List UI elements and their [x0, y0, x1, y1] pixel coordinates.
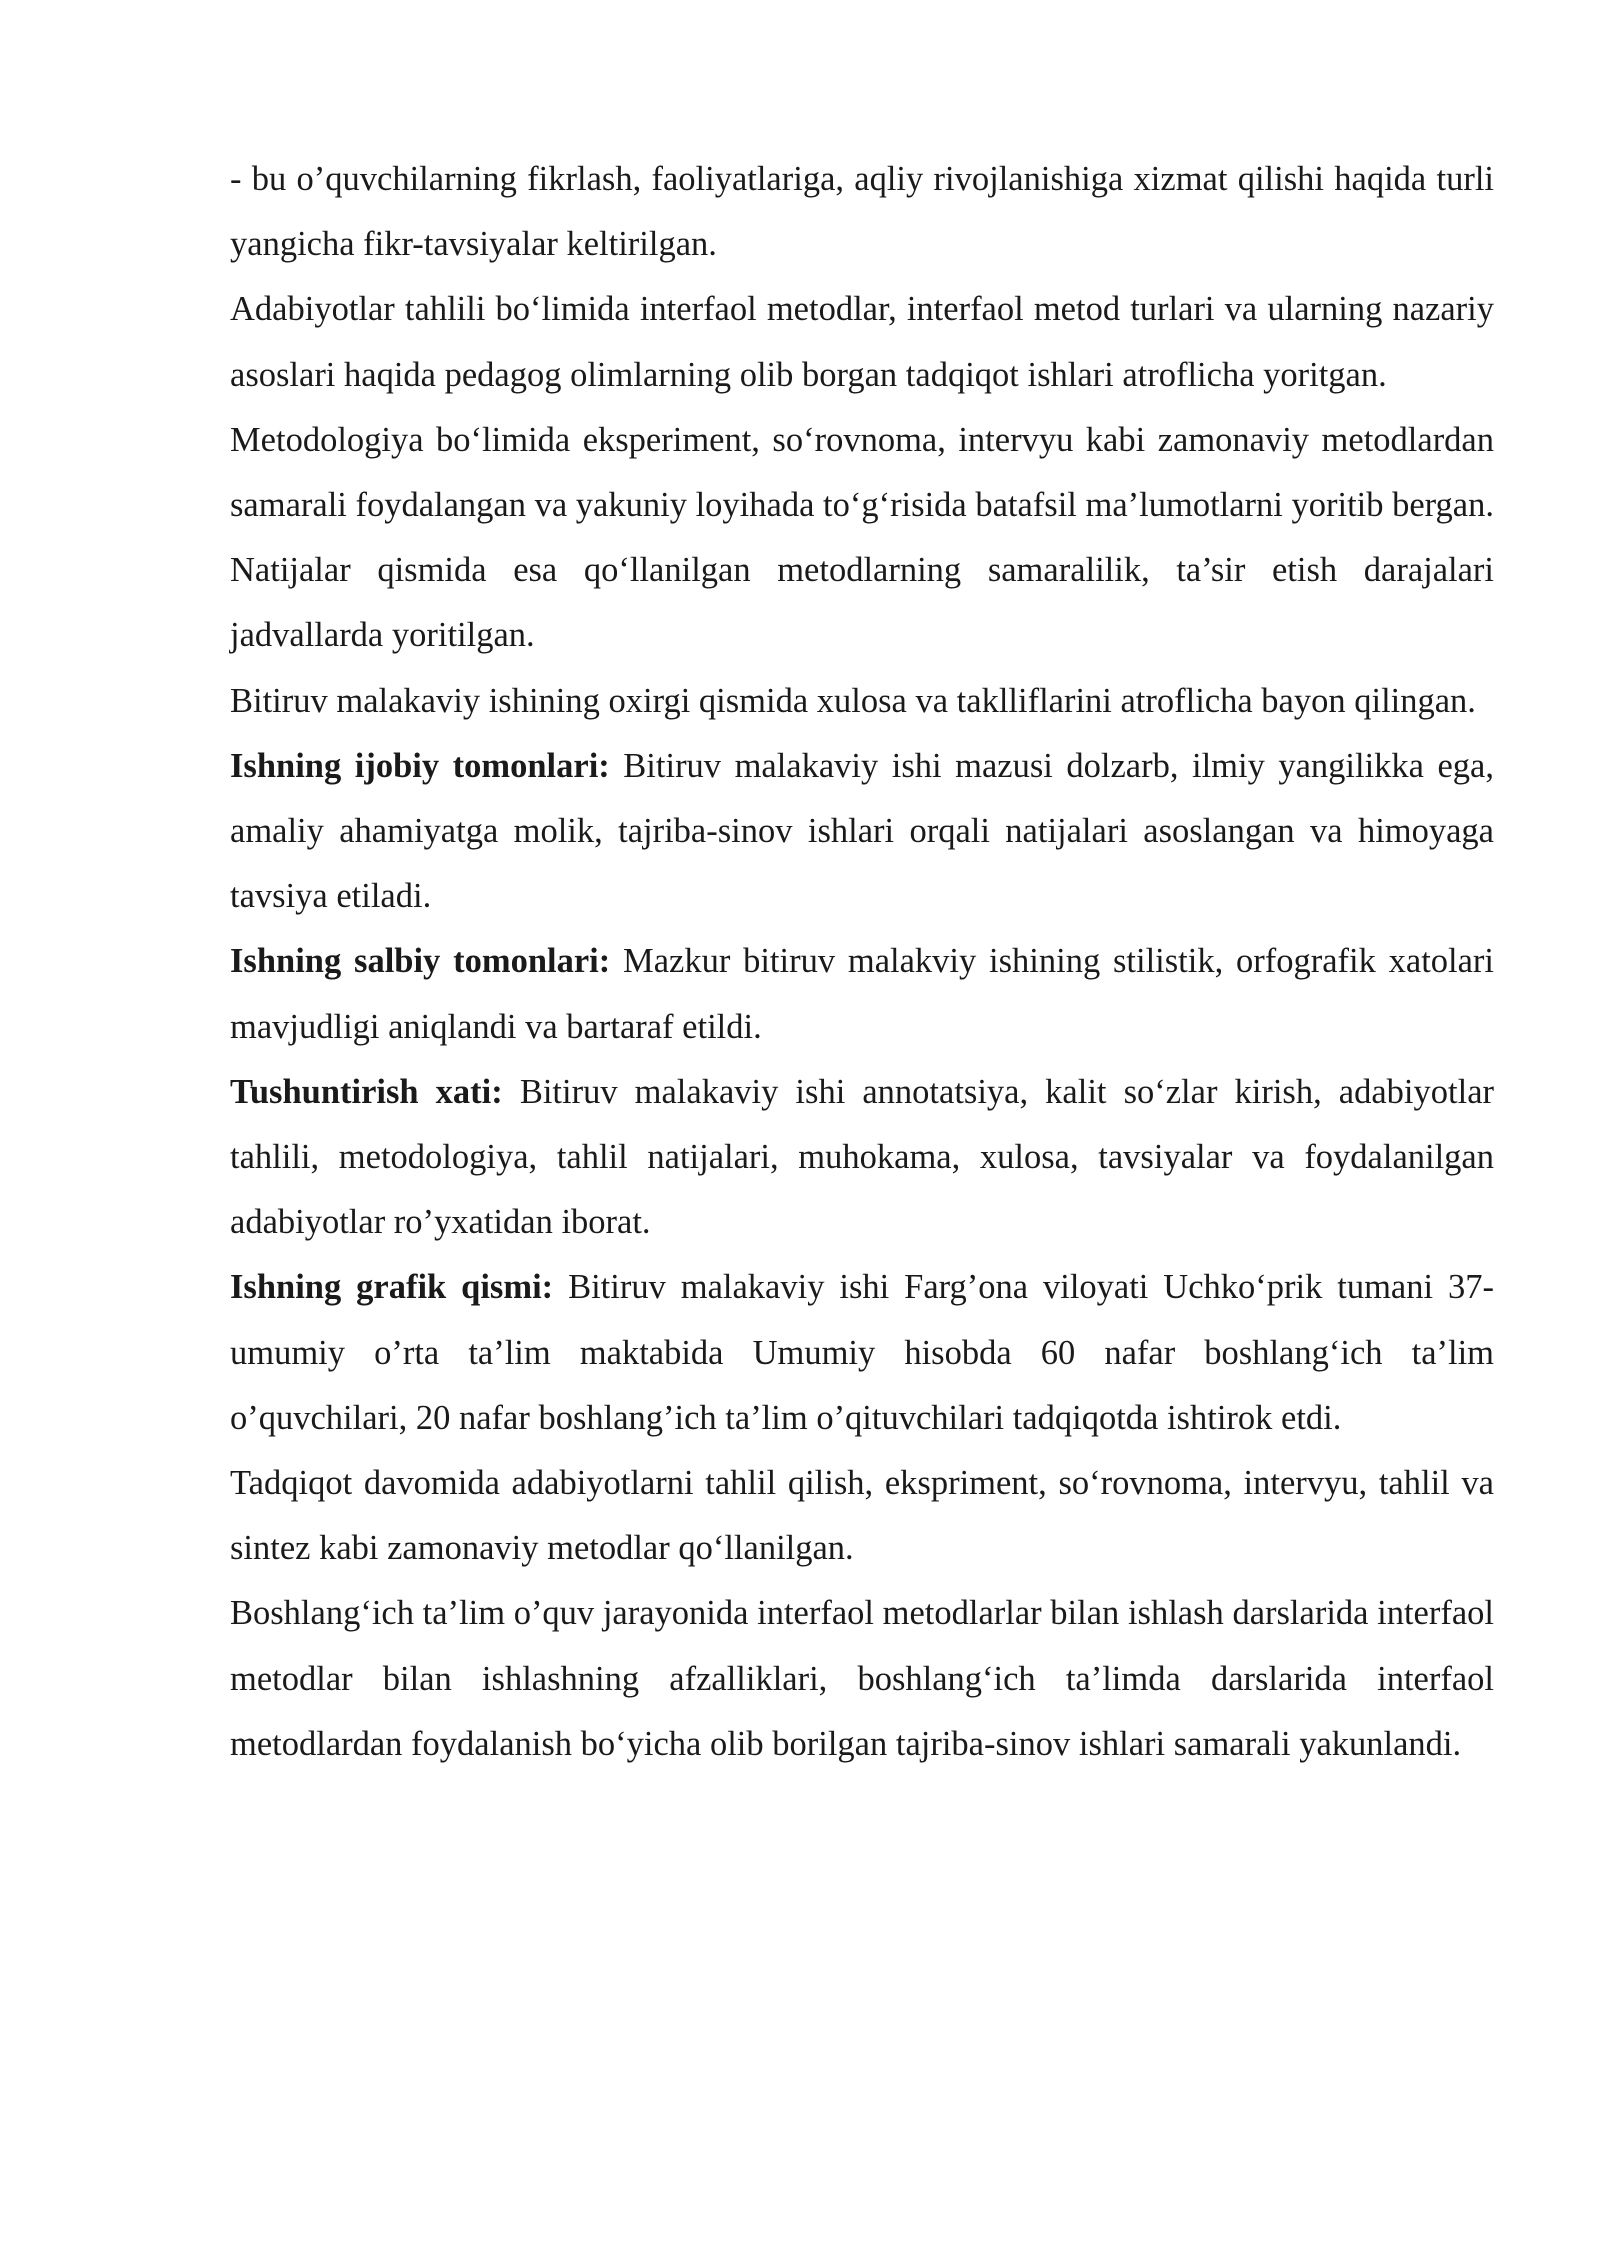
paragraph-literature-review — [230, 277, 1494, 407]
paragraph-text: Bitiruv malakaviy ishi Farg’ona viloyati Uchko‘prik tumani 37-umumiy o’rta ta’lim maktabida Umumiy hisobda 60 nafar boshlang‘ich ta’lim o’quvchilari, 20 nafar boshlang’ich ta’lim o’qituvchilari tadqiqotda ishtirok etdi. — [230, 1268, 1494, 1437]
paragraph-text: Bitiruv malakaviy ishi annotatsiya, kalit so‘zlar kirish, adabiyotlar tahlili, metodologiya, tahlil natijalari, muhokama, xulosa, tavsiyalar va foydalanilgan adabiyotlar ro’yxatidan iborat. — [230, 1072, 1494, 1242]
paragraph-explanatory-note — [230, 1060, 1494, 1256]
paragraph-text: Bitiruv malakaviy ishi mazusi dolzarb, ilmiy yangilikka ega, amaliy ahamiyatga molik, tajriba-sinov ishlari orqali natijalari asoslangan va himoyaga tavsiya etiladi. — [230, 746, 1494, 916]
paragraph-continuation — [230, 147, 1494, 277]
paragraph-positive-aspects — [230, 734, 1494, 930]
paragraph-lead: Ishning grafik qismi: — [230, 1268, 554, 1307]
paragraph-lead: Ishning salbiy tomonlari: — [230, 942, 611, 981]
paragraph-lead: Tushuntirish xati: — [230, 1072, 503, 1111]
paragraph-results — [230, 538, 1494, 668]
paragraph-text: Boshlang‘ich ta’lim o’quv jarayonida interfaol metodlarlar bilan ishlash darslarida interfaol metodlar bilan ishlashning afzalliklari, boshlang‘ich ta’limda darslarida interfaol metodlardan foydalanish bo‘yicha olib borilgan tajriba-sinov ishlari samarali yakunlandi. — [230, 1594, 1494, 1763]
paragraph-text: Metodologiya bo‘limida eksperiment, so‘rovnoma, intervyu kabi zamonaviy metodlardan samarali foydalangan va yakuniy loyihada to‘g‘risida batafsil ma’lumotlarni yoritib bergan. — [230, 420, 1494, 525]
document-body — [230, 147, 1494, 1777]
paragraph-graphic-part — [230, 1255, 1494, 1451]
paragraph-text: Natijalar qismida esa qo‘llanilgan metodlarning samaralilik, ta’sir etish darajalari jadvallarda yoritilgan. — [230, 551, 1494, 655]
paragraph-negative-aspects — [230, 929, 1494, 1059]
paragraph-conclusion — [230, 669, 1494, 734]
paragraph-text: Mazkur bitiruv malakviy ishining stilistik, orfografik xatolari mavjudligi aniqlandi va bartaraf etildi. — [230, 942, 1494, 1046]
paragraph-text: Tadqiqot davomida adabiyotlarni tahlil qilish, ekspriment, so‘rovnoma, intervyu, tahlil va sintez kabi zamonaviy metodlar qo‘llanilgan. — [230, 1464, 1494, 1568]
paragraph-final — [230, 1581, 1494, 1777]
paragraph-research-methods — [230, 1451, 1494, 1581]
paragraph-text: Bitiruv malakaviy ishining oxirgi qismida xulosa va taklliflarini atroflicha bayon qilingan. — [230, 681, 1476, 720]
paragraph-text: - bu o’quvchilarning fikrlash, faoliyatlariga, aqliy rivojlanishiga xizmat qilishi haqida turli yangicha fikr-tavsiyalar keltirilgan. — [230, 160, 1494, 264]
paragraph-lead: Ishning ijobiy tomonlari: — [230, 746, 610, 785]
paragraph-methodology — [230, 408, 1494, 538]
paragraph-text: Adabiyotlar tahlili bo‘limida interfaol metodlar, interfaol metod turlari va ularning nazariy asoslari haqida pedagog olimlarning olib borgan tadqiqot ishlari atroflicha yoritgan. — [230, 290, 1494, 394]
